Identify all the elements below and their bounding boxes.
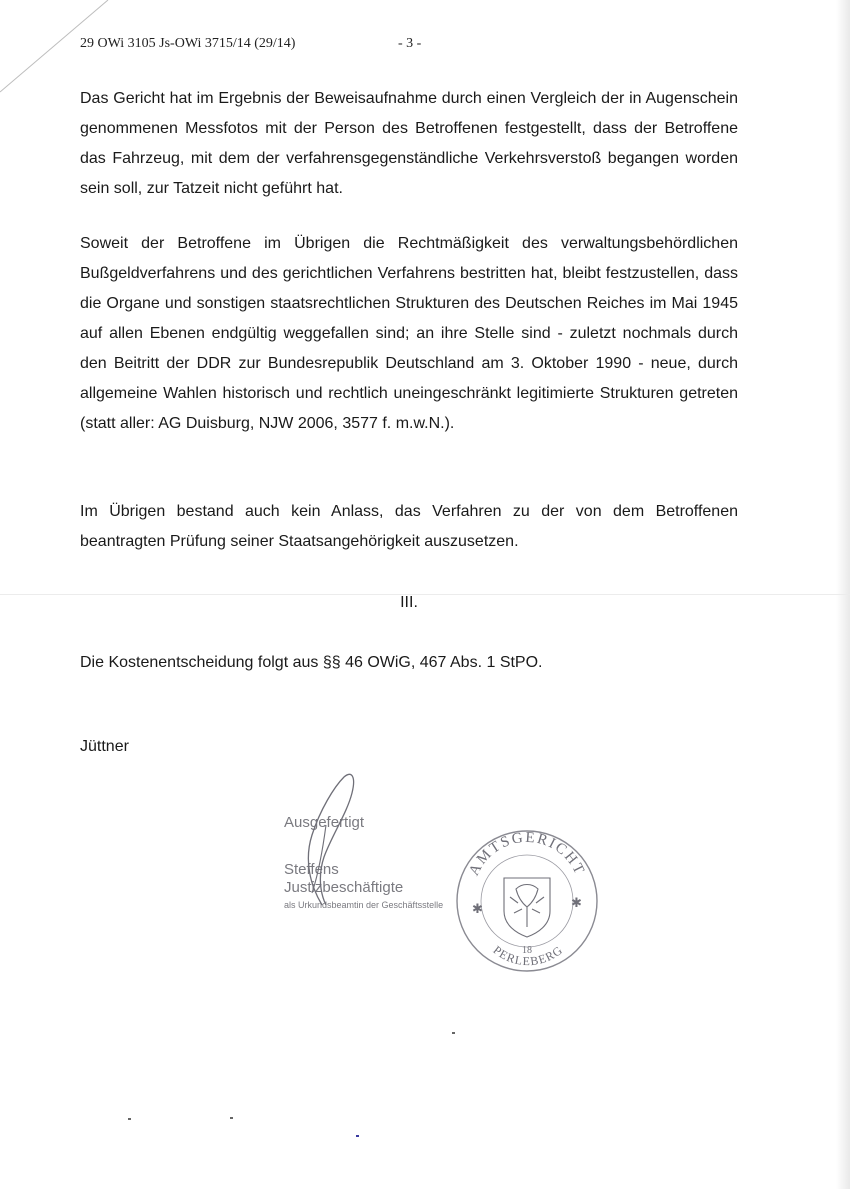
judge-name: Jüttner (80, 738, 129, 755)
certification-line-3: Justizbeschäftigte (284, 879, 404, 896)
court-seal (452, 823, 602, 978)
svg-text:AMTSGERICHT (466, 830, 588, 879)
scan-speck (452, 1032, 455, 1034)
paragraph-findings: Das Gericht hat im Ergebnis der Beweisaufnahme durch einen Vergleich der in Augenschein genommenen Messfotos mit der Person des Betroffenen festgestellt, dass der Betroffene das Fahrzeug, mit dem der verfahrensgegenständliche Verkehrsverstoß begangen worden sein soll, zur Tatzeit nicht geführt hat. (80, 90, 738, 197)
paragraph-costs: Die Kostenentscheidung folgt aus §§ 46 OWiG, 467 Abs. 1 StPO. (80, 654, 543, 671)
handwritten-signature (282, 765, 372, 915)
page-number: - 3 - (398, 36, 422, 51)
paragraph-legitimacy: Soweit der Betroffene im Übrigen die Rechtmäßigkeit des verwaltungsbehördlichen Bußgeldverfahrens und des gerichtlichen Verfahrens bestritten hat, bleibt festzustellen, dass die Organe und sonstigen staatsrechtlichen Strukturen des Deutschen Reiches im Mai 1945 auf allen Ebenen endgültig weggefallen sind; an ihre Stelle sind - zuletzt nochmals durch den Beitritt der DDR zur Bundesrepublik Deutschland am 3. Oktober 1990 - neue, durch allgemeine Wahlen historisch und rechtlich uneingeschränkt legitimierte Strukturen getreten (statt aller: AG Duisburg, NJW 2006, 3577 f. m.w.N.). (80, 235, 738, 432)
paragraph-citizenship: Im Übrigen bestand auch kein Anlass, das Verfahren zu der von dem Betroffenen beantragten Prüfung seiner Staatsangehörigkeit auszusetzen. (80, 503, 738, 550)
star-icon-right: ✱ (571, 896, 582, 911)
scan-speck (356, 1135, 359, 1137)
seal-bottom-text: PERLEBERG (490, 942, 566, 969)
seal-top-text: AMTSGERICHT (466, 829, 588, 879)
certification-line-2: Steffens (284, 861, 339, 878)
scan-speck (230, 1117, 233, 1119)
section-numeral: III. (400, 594, 418, 611)
case-reference: 29 OWi 3105 Js-OWi 3715/14 (29/14) (80, 36, 296, 51)
certification-line-1: Ausgefertigt (284, 814, 365, 831)
certification-line-4: als Urkundsbeamtin der Geschäftsstelle (284, 900, 444, 910)
eagle-icon (504, 878, 550, 937)
page-header (80, 36, 422, 52)
star-icon-left: ✱ (472, 902, 483, 917)
seal-number: 18 (522, 945, 532, 956)
scan-speck (128, 1118, 131, 1120)
